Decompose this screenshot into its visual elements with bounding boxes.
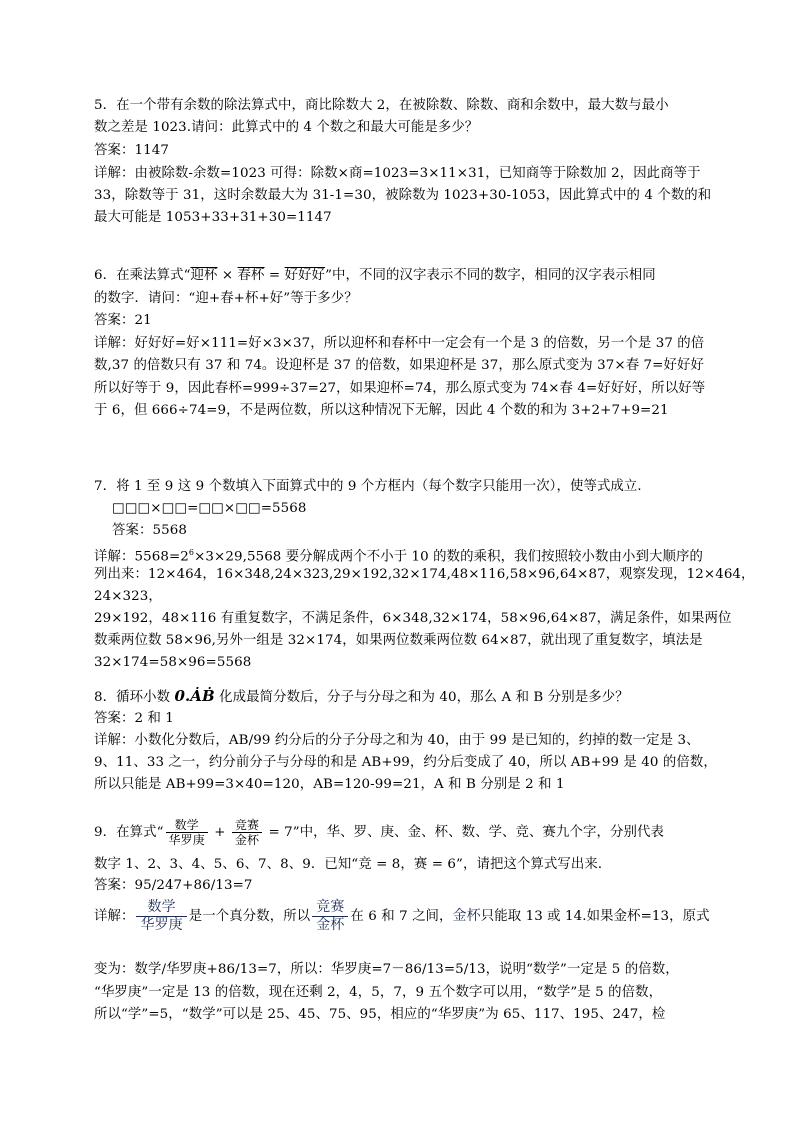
q6-answer: 答案：21 [94,313,152,328]
q9-detail-line1 [94,896,710,937]
q8-repeating-decimal: 0.ȦḂ [174,687,215,705]
q9-detail-mid3: 只能取 13 或 14.如果金杯=13，原式 [480,909,710,924]
q9-equals-seven: = 7 [264,825,293,840]
q7-detail-line2: 列出来：12×464，16×348,24×323,29×192,32×174,48×116,58×96,64×87，观察发现，12×464， [94,567,755,582]
q7-detail-line3: 24×323， [94,589,162,604]
q7-detail-line1 [94,544,703,566]
q8-detail-line3: 所以只能是 AB+99=3×40=120，AB=120-99=21，A 和 B 分别是 2 和 1 [94,777,565,792]
q9-detail-line3: “华罗庚”一定是 13 的倍数，现在还剩 2，4，5，7，9 五个数字可以用，“数学”是 5 的倍数， [94,985,663,1000]
q8-answer: 答案：2 和 1 [94,711,174,726]
q7-detail-line4: 29×192，48×116 有重复数字，不满足条件，6×348,32×174，58×96,64×87，满足条件，如果两位 [94,611,732,626]
q5-detail-line1: 详解：由被除数-余数=1023 可得：除数×商=1023=3×11×31，已知商等于除数加 2，因此商等于 [94,166,701,181]
q9-fraction1-denominator: 华罗庚 [168,833,205,847]
q7-detail-line5: 数乘两位数 58×96,另外一组是 32×174，如果两位数乘两位数 64×87，就出现了重复数字，填法是 [94,633,703,648]
q9-fraction2-numerator: 竞赛 [232,818,262,833]
q9-detail-fraction1-denominator: 华罗庚 [140,917,183,933]
q7-answer: 答案：5568 [112,523,187,538]
q9-detail-fraction-jingsai [312,899,348,934]
q5-question-line1: 5．在一个带有余数的除法算式中，商比除数大 2，在被除数、除数、商和余数中，最大数与最小 [94,98,669,113]
q5-detail-line3: 最大可能是 1053+33+31+30=1147 [94,210,332,225]
q8-detail-line1: 详解：小数化分数后，AB/99 约分后的分子分母之和为 40，由于 99 是已知的，约掉的数一定是 3、 [94,733,700,748]
q7-detail1-start: 详解：5568=2 [94,549,189,565]
q6-question-line2: 的数字．请问：“迎+春+杯+好”等于多少？ [94,291,358,306]
q9-fraction2-denominator: 金杯 [234,833,260,847]
q8-prefix: 8．循环小数 [94,690,175,705]
q9-question-line2: 数字 1、2、3、4、5、6、7、8、9．已知“竞 = 8，赛 = 6”，请把这个算式写出来． [94,857,612,872]
q6-suffix: ”中，不同的汉字表示不同的数字，相同的汉字表示相同 [325,268,656,283]
q6-question-line1 [94,267,656,285]
q9-detail-mid2: 在 6 和 7 之间， [350,909,453,924]
q7-detail1-rest: ×3×29,5568 要分解成两个不小于 10 的数的乘积，我们按照较小数由小到大顺序的 [194,549,703,565]
q6-word-haohaohao: 好好好 [284,268,326,283]
q6-detail-line4: 于 6，但 666÷74=9，不是两位数，所以这种情况下无解，因此 4 个数的和为 3+2+7+9=21 [94,403,669,418]
q9-suffix: ”中，华、罗、庚、金、杯、数、学、竞、赛九个字，分别代表 [292,825,664,840]
q9-fraction-jingsai [232,818,262,847]
q7-detail-line6: 32×174=58×96=5568 [94,655,252,670]
q9-answer: 答案：95/247+86/13=7 [94,878,253,893]
q8-detail-line2: 9、11、33 之一，约分前分子与分母的和是 AB+99，约分后变成了 40，所以 AB+99 是 40 的倍数， [94,755,717,770]
q8-suffix: 化成最简分数后，分子与分母之和为 40，那么 A 和 B 分别是多少？ [214,690,629,705]
q9-detail-fraction2-denominator: 金杯 [316,917,345,933]
q6-word-yingbei: 迎杯 [190,268,218,283]
q9-detail-fraction-shuxue [136,899,186,934]
q9-detail-prefix: 详解： [94,909,135,924]
q6-prefix: 6．在乘法算式“ [94,268,191,283]
q5-detail-line2: 33，除数等于 31，这时余数最大为 31-1=30，被除数为 1023+30-1053，因此算式中的 4 个数的和 [94,188,712,203]
q9-fraction1-numerator: 数学 [166,818,208,833]
q9-prefix: 9．在算式“ [94,825,164,840]
q9-detail-jinbei-label: 金杯 [452,908,481,924]
q5-question-line2: 数之差是 1023.请问：此算式中的 4 个数之和最大可能是多少？ [94,120,479,135]
q9-plus-sign: + [209,825,230,840]
q6-equals-sign: = [264,268,285,283]
q6-word-chunbei: 春杯 [237,268,265,283]
q9-detail-line2: 变为：数学/华罗庚+86/13=7，所以：华罗庚=7－86/13=5/13，说明“数学”一定是 5 的倍数， [94,962,679,977]
q9-question-line1 [94,816,664,850]
q6-detail-line3: 所以好等于 9，因此春杯=999÷37=27，如果迎杯=74，那么原式变为 74×春 4=好好好，所以好等 [94,381,706,396]
q7-formula: □□□×□□=□□×□□=5568 [112,501,307,516]
q9-detail-line4: 所以“学”=5，“数学”可以是 25、45、75、95，相应的“华罗庚”为 65、117、195、247，检 [94,1007,666,1022]
q9-detail-fraction2-numerator: 竞赛 [312,899,348,917]
q5-answer: 答案：1147 [94,143,169,158]
q9-fraction-shuxue [166,818,208,847]
q9-detail-fraction1-numerator: 数学 [136,899,186,917]
q6-detail-line2: 数,37 的倍数只有 37 和 74。设迎杯是 37 的倍数，如果迎杯是 37，那么原式变为 37×春 7=好好好 [94,358,704,373]
q9-detail-mid1: 是一个真分数，所以 [188,909,311,924]
q6-detail-line1: 详解：好好好=好×111=好×3×37，所以迎杯和春杯中一定会有一个是 3 的倍数，另一个是 37 的倍 [94,336,705,351]
q7-question-line1: 7．将 1 至 9 这 9 个数填入下面算式中的 9 个方框内（每个数字只能用一次），使等式成立． [94,479,651,494]
q6-times-sign: × [217,268,238,283]
q7-detail1-exponent: 6 [188,548,195,557]
q8-question-line1 [94,687,629,707]
